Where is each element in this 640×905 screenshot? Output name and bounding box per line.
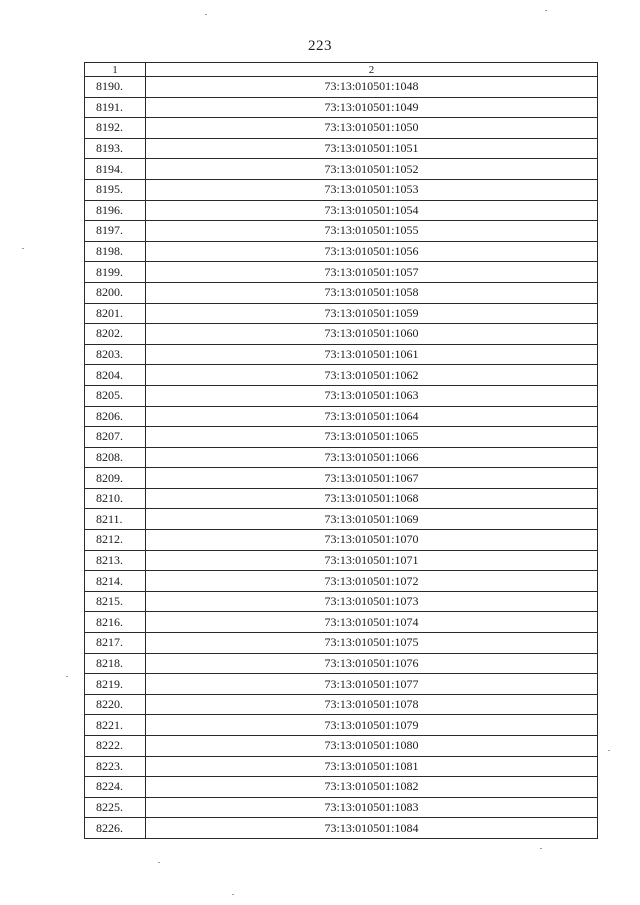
table-body [85,77,598,839]
cadastral-number-cell: 73:13:010501:1073 [146,591,598,612]
row-number-cell: 8197. [85,221,146,242]
table-row [85,221,598,242]
table-row [85,427,598,448]
row-number-cell: 8207. [85,427,146,448]
cadastral-number-cell: 73:13:010501:1061 [146,344,598,365]
row-number-cell: 8213. [85,550,146,571]
table-row [85,324,598,345]
row-number-cell: 8195. [85,179,146,200]
row-number-cell: 8196. [85,200,146,221]
cadastral-number-cell: 73:13:010501:1057 [146,262,598,283]
table-row [85,365,598,386]
table-row [85,344,598,365]
table-row [85,138,598,159]
cadastral-number-cell: 73:13:010501:1064 [146,406,598,427]
cadastral-number-cell: 73:13:010501:1049 [146,97,598,118]
table-row [85,241,598,262]
cadastral-table [84,62,598,839]
table-row [85,468,598,489]
table-row [85,97,598,118]
table-row [85,282,598,303]
cadastral-number-cell: 73:13:010501:1071 [146,550,598,571]
row-number-cell: 8215. [85,591,146,612]
table-row [85,694,598,715]
cadastral-number-cell: 73:13:010501:1054 [146,200,598,221]
row-number-cell: 8191. [85,97,146,118]
table-row [85,571,598,592]
cadastral-number-cell: 73:13:010501:1063 [146,385,598,406]
row-number-cell: 8224. [85,777,146,798]
scan-speck [232,894,234,895]
column-header-number: 1 [85,63,146,77]
row-number-cell: 8205. [85,385,146,406]
row-number-cell: 8214. [85,571,146,592]
cadastral-number-cell: 73:13:010501:1053 [146,179,598,200]
row-number-cell: 8201. [85,303,146,324]
table-row [85,488,598,509]
table-row [85,385,598,406]
table-row [85,736,598,757]
cadastral-number-cell: 73:13:010501:1079 [146,715,598,736]
row-number-cell: 8204. [85,365,146,386]
row-number-cell: 8198. [85,241,146,262]
cadastral-number-cell: 73:13:010501:1081 [146,756,598,777]
cadastral-number-cell: 73:13:010501:1051 [146,138,598,159]
cadastral-number-cell: 73:13:010501:1048 [146,77,598,98]
row-number-cell: 8200. [85,282,146,303]
column-header-cadastral: 2 [146,63,598,77]
cadastral-number-cell: 73:13:010501:1069 [146,509,598,530]
table-row [85,262,598,283]
cadastral-number-cell: 73:13:010501:1058 [146,282,598,303]
scan-speck [608,750,610,751]
table-row [85,715,598,736]
cadastral-number-cell: 73:13:010501:1072 [146,571,598,592]
table-row [85,633,598,654]
scan-speck [158,862,160,863]
scan-speck [22,248,24,249]
table-row [85,447,598,468]
table-row [85,509,598,530]
cadastral-number-cell: 73:13:010501:1060 [146,324,598,345]
cadastral-number-cell: 73:13:010501:1074 [146,612,598,633]
table-row [85,797,598,818]
cadastral-number-cell: 73:13:010501:1050 [146,118,598,139]
row-number-cell: 8199. [85,262,146,283]
row-number-cell: 8212. [85,530,146,551]
row-number-cell: 8206. [85,406,146,427]
table-row [85,406,598,427]
row-number-cell: 8225. [85,797,146,818]
row-number-cell: 8221. [85,715,146,736]
row-number-cell: 8193. [85,138,146,159]
row-number-cell: 8226. [85,818,146,839]
cadastral-number-cell: 73:13:010501:1076 [146,653,598,674]
table-row [85,612,598,633]
row-number-cell: 8217. [85,633,146,654]
scan-speck [545,10,547,11]
table-row [85,653,598,674]
row-number-cell: 8220. [85,694,146,715]
row-number-cell: 8218. [85,653,146,674]
scan-speck [540,848,542,849]
row-number-cell: 8216. [85,612,146,633]
cadastral-number-cell: 73:13:010501:1077 [146,674,598,695]
row-number-cell: 8194. [85,159,146,180]
row-number-cell: 8192. [85,118,146,139]
cadastral-number-cell: 73:13:010501:1056 [146,241,598,262]
cadastral-number-cell: 73:13:010501:1055 [146,221,598,242]
table-row [85,756,598,777]
table-row [85,118,598,139]
table-row [85,200,598,221]
table-header-row [85,63,598,77]
row-number-cell: 8202. [85,324,146,345]
cadastral-number-cell: 73:13:010501:1067 [146,468,598,489]
row-number-cell: 8209. [85,468,146,489]
row-number-cell: 8219. [85,674,146,695]
table-row [85,77,598,98]
cadastral-number-cell: 73:13:010501:1082 [146,777,598,798]
table-row [85,818,598,839]
cadastral-number-cell: 73:13:010501:1080 [146,736,598,757]
table-row [85,179,598,200]
cadastral-number-cell: 73:13:010501:1075 [146,633,598,654]
table-row [85,530,598,551]
cadastral-number-cell: 73:13:010501:1065 [146,427,598,448]
table-row [85,674,598,695]
row-number-cell: 8222. [85,736,146,757]
page-number: 223 [308,38,332,54]
cadastral-number-cell: 73:13:010501:1083 [146,797,598,818]
table-row [85,159,598,180]
table-row [85,303,598,324]
cadastral-number-cell: 73:13:010501:1084 [146,818,598,839]
scan-speck [205,14,207,15]
cadastral-number-cell: 73:13:010501:1070 [146,530,598,551]
row-number-cell: 8190. [85,77,146,98]
row-number-cell: 8203. [85,344,146,365]
row-number-cell: 8223. [85,756,146,777]
cadastral-number-cell: 73:13:010501:1068 [146,488,598,509]
table-row [85,777,598,798]
cadastral-number-cell: 73:13:010501:1052 [146,159,598,180]
scan-speck [66,676,68,677]
table-row [85,550,598,571]
table-row [85,591,598,612]
row-number-cell: 8210. [85,488,146,509]
cadastral-number-cell: 73:13:010501:1062 [146,365,598,386]
cadastral-number-cell: 73:13:010501:1059 [146,303,598,324]
row-number-cell: 8211. [85,509,146,530]
row-number-cell: 8208. [85,447,146,468]
cadastral-number-cell: 73:13:010501:1066 [146,447,598,468]
cadastral-number-cell: 73:13:010501:1078 [146,694,598,715]
